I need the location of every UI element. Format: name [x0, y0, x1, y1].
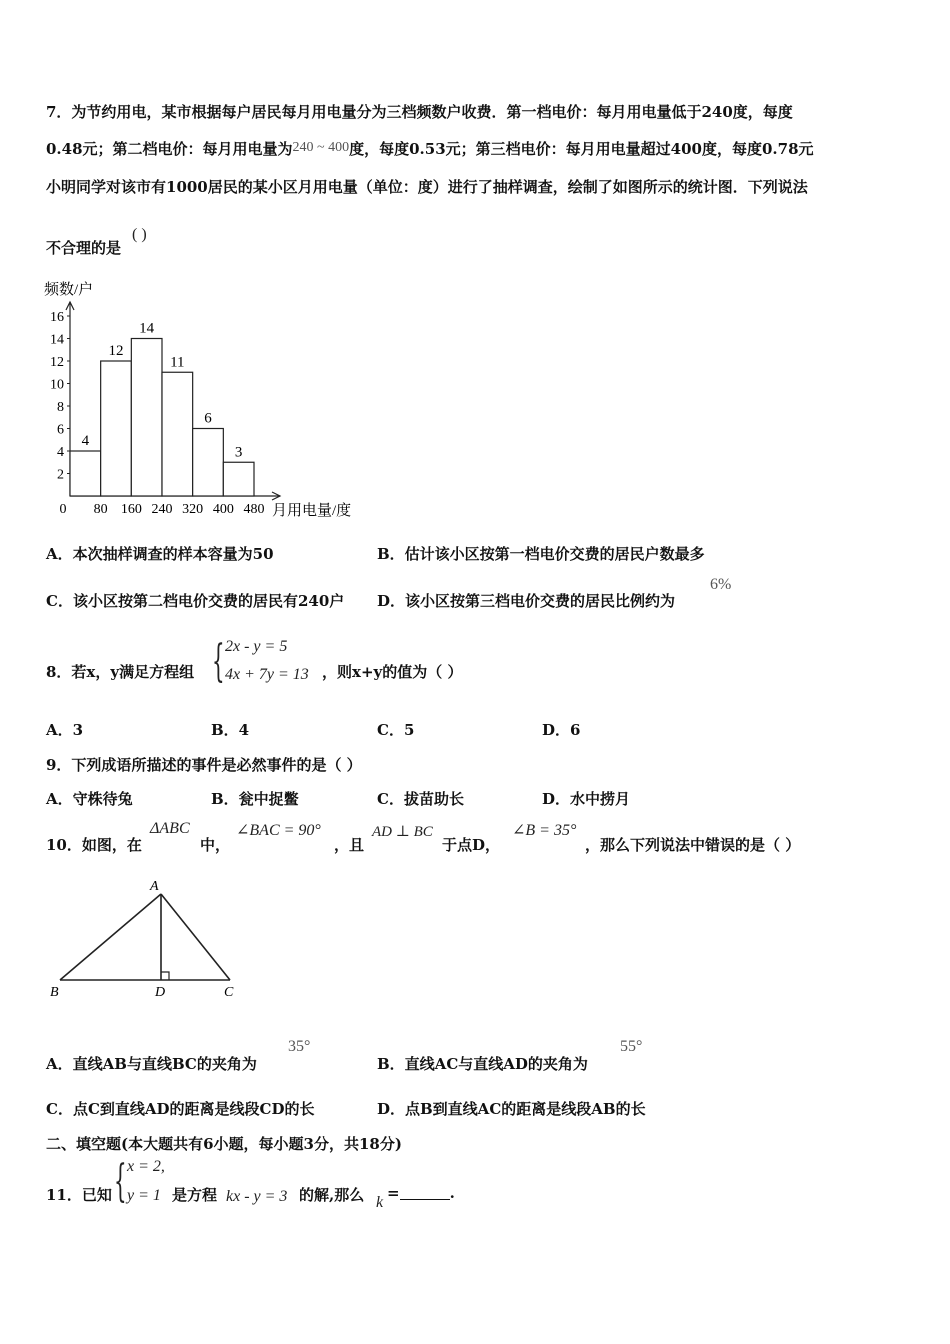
q10-t3: ，且: [334, 836, 365, 854]
q7-line4: 不合理的是: [46, 239, 122, 257]
q10-option-a: A．直线AB与直线BC的夹角为: [46, 1055, 257, 1073]
q10-option-b-math: 55°: [620, 1038, 643, 1055]
x-axis-title: 月用电量/度: [272, 503, 352, 519]
histogram-bar: [101, 361, 132, 496]
bar-value-label: 11: [170, 354, 185, 371]
q7-range-math: 240 ~ 400: [292, 140, 350, 155]
q7-line3: 小明同学对该市有1000居民的某小区月用电量（单位：度）进行了抽样调查，绘制了如图所示的统计图．下列说法: [46, 178, 808, 196]
q7-paren: ( ): [132, 226, 147, 243]
right-angle-mark: [161, 972, 169, 980]
x-tick-label: 320: [182, 502, 204, 517]
q11-eq2: y = 1: [127, 1187, 161, 1204]
histogram-bar: [193, 429, 224, 497]
q10-option-b: B．直线AC与直线AD的夹角为: [377, 1055, 588, 1073]
q11-mid: 是方程: [172, 1186, 218, 1204]
bar-value-label: 6: [204, 410, 212, 427]
x-tick-label: 480: [243, 502, 265, 517]
q10-m1: ΔABC: [150, 820, 190, 837]
triangle-figure: [40, 872, 250, 1002]
q8-suffix: ，则x+y的值为（ ）: [322, 663, 463, 681]
bar-value-label: 4: [81, 433, 90, 449]
q9-option-d: D．水中捞月: [542, 790, 631, 808]
q10-m2: ∠BAC = 90°: [236, 822, 321, 839]
histogram-bar: [162, 372, 193, 496]
y-tick-label: 14: [50, 332, 64, 348]
q11-equals: =: [387, 1184, 400, 1202]
x-tick-label: 80: [93, 502, 108, 517]
chart-bars: [70, 339, 254, 497]
q8-option-b: B．4: [211, 721, 250, 739]
q11-var: k: [376, 1194, 384, 1211]
q10-option-d: D．点B到直线AC的距离是线段AB的长: [377, 1100, 646, 1118]
q11-prefix: 11．已知: [46, 1186, 112, 1204]
y-tick-label: 4: [57, 445, 64, 460]
q7-option-b: B．估计该小区按第一档电价交费的居民户数最多: [377, 545, 705, 563]
q11-end: [387, 1184, 455, 1202]
q10-t2: 中，: [200, 836, 231, 854]
q7-option-a: A．本次抽样调查的样本容量为50: [46, 545, 274, 563]
x-tick-label: 400: [212, 502, 234, 517]
q7-option-d: D．该小区按第三档电价交费的居民比例约为: [377, 592, 676, 610]
q9-option-b: B．瓮中捉鳖: [211, 790, 299, 808]
y-tick-label: 6: [57, 422, 64, 438]
q10-option-c: C．点C到直线AD的距离是线段CD的长: [46, 1100, 315, 1118]
q9-option-c: C．拔苗助长: [377, 790, 464, 808]
q10-option-a-math: 35°: [288, 1038, 311, 1055]
q7-line1: 7．为节约用电，某市根据每户居民每月用电量分为三档频数户收费．第一档电价：每月用电量低于240度，每度: [46, 103, 793, 121]
y-tick-label: 10: [50, 377, 64, 393]
y-tick-label: 12: [50, 355, 64, 370]
y-tick-label: 8: [57, 400, 64, 415]
q9-option-a: A．守株待兔: [46, 790, 133, 808]
segment-ac: [161, 894, 230, 980]
histogram-chart: [40, 276, 380, 526]
histogram-bar: [131, 339, 162, 497]
q11-answer-blank[interactable]: [400, 1185, 450, 1200]
x-tick-label: 0: [59, 502, 67, 517]
x-tick-label: 160: [120, 502, 142, 517]
q7-line2: [46, 138, 814, 159]
q7-option-c: C．该小区按第二档电价交费的居民有240户: [46, 592, 345, 610]
segment-ab: [60, 894, 161, 980]
bar-value-label: 3: [234, 444, 243, 461]
q7-line2-a: 0.48元；第二档电价：每月用电量为: [46, 140, 293, 158]
q10-t1: 10．如图，在: [46, 836, 142, 854]
q8-option-a: A．3: [46, 721, 84, 739]
y-tick-label: 2: [57, 467, 64, 483]
q11-period: .: [449, 1184, 455, 1202]
q7-option-d-math: 6%: [710, 576, 732, 593]
q10-m4: ∠B = 35°: [512, 822, 577, 839]
q8-option-c: C．5: [377, 721, 415, 739]
q8-option-d: D．6: [542, 721, 581, 739]
histogram-bar: [223, 462, 254, 496]
q10-m3: AD ⊥ BC: [372, 824, 433, 840]
label-b: B: [50, 985, 59, 1000]
q9-text: 9．下列成语所描述的事件是必然事件的是（ ）: [46, 756, 362, 774]
q7-line2-b: 度，每度0.53元；第三档电价：每月用电量超过400度，每度0.78元: [349, 140, 814, 158]
q10-t5: ，那么下列说法中错误的是（ ）: [585, 836, 801, 854]
q8-prefix: 8．若x，y满足方程组: [46, 663, 195, 681]
section2-title: 二、填空题(本大题共有6小题，每小题3分，共18分): [46, 1135, 402, 1153]
histogram-bar: [70, 451, 101, 496]
q11-equation: kx - y = 3: [226, 1188, 288, 1205]
q10-t4: 于点D，: [442, 836, 501, 854]
label-a: A: [150, 879, 159, 894]
q11-eq1: x = 2,: [127, 1158, 165, 1175]
q8-eq1: 2x - y = 5: [225, 638, 288, 655]
q11-brace: {: [114, 1156, 127, 1207]
bar-value-label: 12: [108, 343, 124, 359]
q8-eq2: 4x + 7y = 13: [225, 666, 309, 683]
label-c: C: [224, 985, 234, 1000]
label-d: D: [155, 985, 166, 1000]
x-tick-label: 240: [151, 502, 173, 517]
q11-suffix: 的解,那么: [299, 1186, 365, 1204]
bar-value-label: 14: [139, 320, 155, 337]
y-tick-label: 16: [50, 310, 64, 325]
y-axis-title: 频数/户: [44, 282, 94, 298]
q8-brace: {: [212, 636, 225, 687]
